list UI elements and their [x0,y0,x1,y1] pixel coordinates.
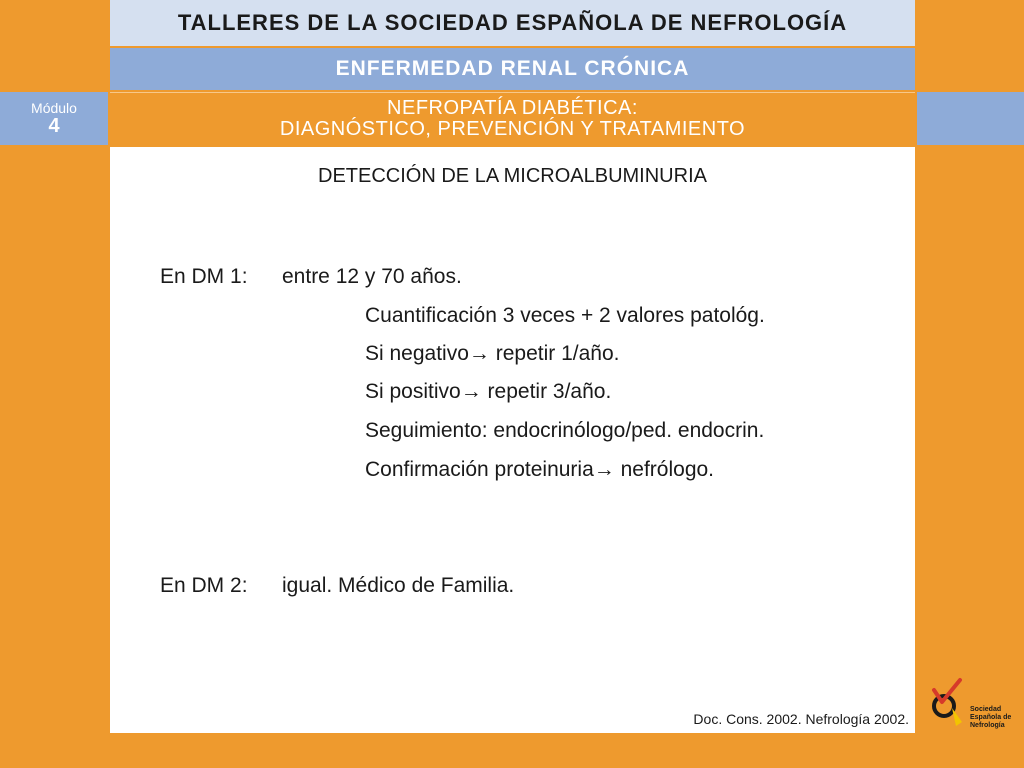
dm1-detail: Si negativo→ repetir 1/año. [365,342,620,365]
sen-logo-text [970,706,1011,730]
content-heading: DETECCIÓN DE LA MICROALBUMINURIA [318,165,707,187]
sen-logo-icon [926,676,970,736]
dm2-label: En DM 2: [160,574,248,597]
dm2-value: igual. Médico de Familia. [282,574,515,597]
module-title [110,92,915,145]
logo-line1: Sociedad [970,706,1002,713]
dm1-label: En DM 1: [160,265,248,288]
right-blue-block [917,92,1024,145]
sen-logo [926,676,1016,746]
module-title-line2: DIAGNÓSTICO, PREVENCIÓN Y TRATAMIENTO [279,118,746,140]
top-title: TALLERES DE LA SOCIEDAD ESPAÑOLA DE NEFROLOGÍA [110,0,915,46]
dm1-detail: Si positivo→ repetir 3/año. [365,380,612,403]
module-badge [0,92,108,145]
dm1-row [110,265,915,295]
module-label: Módulo [31,100,77,116]
dm1-detail: Confirmación proteinuria→ nefrólogo. [365,458,715,481]
content-panel [110,147,915,733]
dm1-detail: Seguimiento: endocrinólogo/ped. endocrin. [365,419,765,442]
course-title: ENFERMEDAD RENAL CRÓNICA [110,48,915,90]
dm1-value: entre 12 y 70 años. [282,265,462,288]
dm2-row [110,574,915,604]
logo-line2: Española de [970,714,1012,721]
dm1-detail: Cuantificación 3 veces + 2 valores patológ. [365,304,765,327]
module-number: 4 [48,115,60,137]
logo-line3: Nefrología [970,722,1005,729]
citation: Doc. Cons. 2002. Nefrología 2002. [693,711,909,727]
module-title-line1: NEFROPATÍA DIABÉTICA: [387,97,638,119]
